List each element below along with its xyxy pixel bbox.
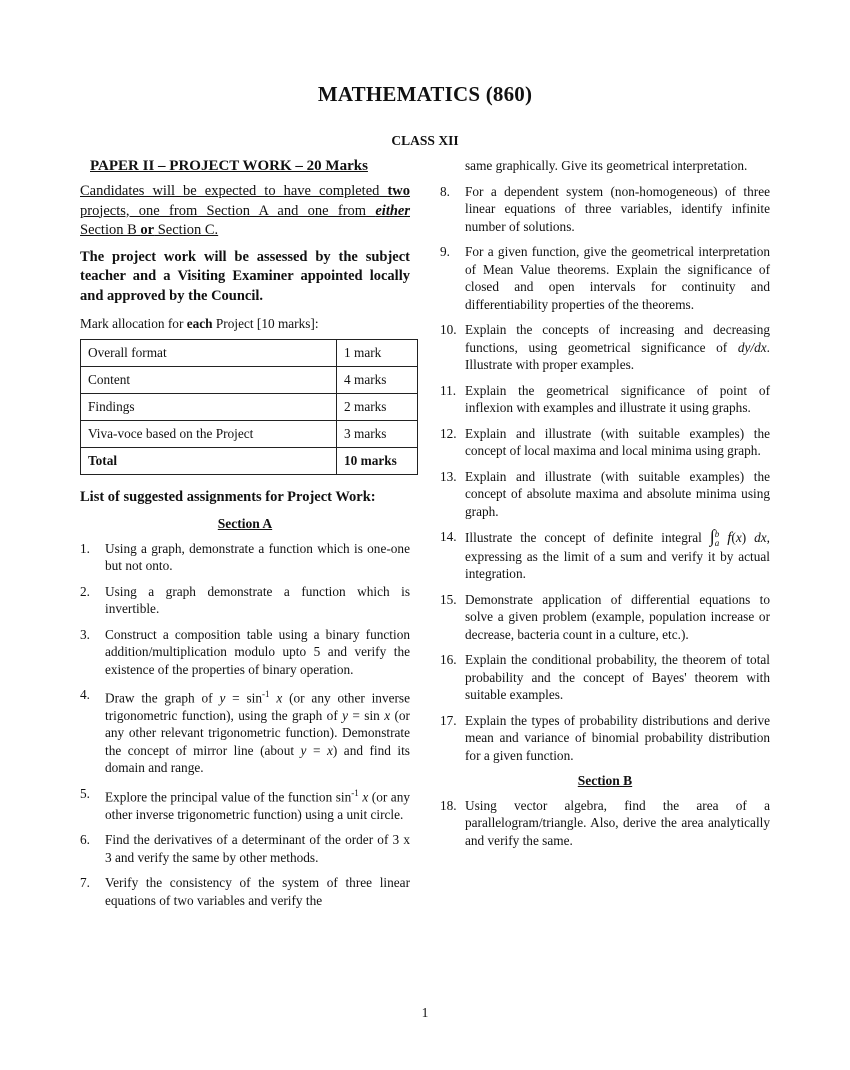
item4-text-f: = [306, 742, 327, 758]
table-row [81, 339, 418, 366]
item5-text-b: (or any other inverse trigonometric function) using a unit circle. [105, 789, 411, 822]
item-number: 14. [440, 529, 457, 544]
item-text: Explain the conditional probability, the theorem of total probability and the concept of Bayes' theorem with suitable examples. [465, 652, 770, 703]
item-text: Find the derivatives of a determinant of the order of 3 x 3 and verify the same by other methods. [105, 832, 410, 865]
candidates-text-1: Candidates will be expected to have completed [80, 183, 388, 199]
item14-text-b: , expressing as the limit of a sum and verify it by actual integration. [465, 530, 770, 582]
table-row-total [81, 447, 418, 474]
table-cell-marks: 2 marks [337, 393, 418, 420]
integral-dx: dx [754, 530, 767, 545]
item-text: Explain and illustrate (with suitable examples) the concept of absolute maxima and absolute minima using graph. [465, 468, 770, 519]
item-text: Using vector algebra, find the area of a parallelogram/triangle. Also, derive the area analytically and verify the same. [465, 797, 770, 848]
marks-table [80, 339, 418, 475]
item-7-continuation: same graphically. Give its geometrical interpretation. [465, 158, 748, 173]
item-number: 5. [80, 785, 90, 801]
list-item [80, 831, 410, 866]
integral-limits [715, 530, 720, 548]
right-column [440, 157, 770, 857]
item-text: Using a graph, demonstrate a function which is one-one but not onto. [105, 540, 410, 573]
item-number: 10. [440, 322, 457, 337]
item4-var-x3: x [326, 742, 333, 758]
integral-function: f [727, 530, 732, 546]
list-item [440, 528, 770, 583]
item4-var-x2: x [384, 707, 391, 723]
table-cell-marks: 4 marks [337, 366, 418, 393]
item-text [105, 686, 410, 777]
list-item [440, 425, 770, 460]
allocation-text-pre: Mark allocation for [80, 316, 187, 331]
list-item [440, 183, 770, 236]
list-item [440, 797, 770, 850]
item-number: 6. [80, 832, 90, 848]
item-text: Explain and illustrate (with suitable examples) the concept of local maxima and local minima using graph. [465, 425, 770, 458]
left-column [80, 157, 410, 917]
item4-text-d: = sin [348, 707, 385, 723]
candidates-text-2: projects, one from Section A and one from [80, 202, 376, 219]
item-number: 3. [80, 626, 90, 642]
table-cell-item: Findings [81, 393, 337, 420]
table-cell-item: Content [81, 366, 337, 393]
item-number: 15. [440, 591, 457, 607]
list-item [440, 712, 770, 765]
item-text: For a dependent system (non-homogeneous) of three linear equations of three variables, identify infinite number of solutions. [465, 183, 770, 234]
list-item [80, 686, 410, 777]
item-text: Construct a composition table using a binary function addition/multiplication modulo upto 5 and verify the existence of the properties of binary operation. [105, 626, 410, 677]
allocation-bold: each [186, 316, 213, 331]
item-text: Verify the consistency of the system of three linear equations of two variables and verify the [105, 875, 410, 908]
item-text: Explain the types of probability distributions and derive mean and variance of binomial probability distribution for a given function. [465, 712, 770, 763]
list-item [80, 583, 410, 618]
item-number: 13. [440, 468, 457, 484]
list-item [80, 540, 410, 575]
page-number: 1 [421, 1005, 429, 1020]
table-row [81, 366, 418, 393]
integral-upper-limit: b [714, 528, 720, 539]
page-title: MATHEMATICS (860) [317, 82, 533, 106]
item14-text-a: Illustrate the concept of definite integral [465, 530, 710, 545]
item-number: 8. [440, 183, 450, 199]
item5-sup: -1 [351, 787, 359, 798]
list-item [80, 785, 410, 823]
integral-expression: ∫ b a f(x) dx [709, 526, 767, 548]
item-number: 4. [80, 687, 90, 702]
assessment-paragraph: The project work will be assessed by the subject teacher and a Visiting Examiner appointed locally and approved by the Council. [80, 248, 410, 304]
item-text: Using a graph demonstrate a function which is invertible. [105, 583, 410, 616]
item-number: 18. [440, 797, 457, 813]
candidates-italic-either: either [375, 202, 410, 219]
table-row [81, 420, 418, 447]
table-cell-marks: 1 mark [337, 339, 418, 366]
class-label: CLASS XII [391, 133, 459, 148]
item4-text-e: (or any other relevant trigonometric function). Demonstrate the concept of mirror line (about [105, 707, 410, 758]
item-number: 12. [440, 425, 457, 441]
item-number: 1. [80, 540, 90, 556]
allocation-text-post: Project [10 marks]: [212, 316, 319, 331]
integral-sign-icon: ∫ [709, 526, 715, 546]
table-cell-item: Viva-voce based on the Project [81, 420, 337, 447]
assignments-heading: List of suggested assignments for Project Work: [80, 488, 376, 505]
list-item [440, 243, 770, 313]
candidates-text-3: Section B [80, 222, 141, 238]
item-text: Demonstrate application of differential equations to solve a given problem (example, population increase or decrease, bacteria count in a culture, etc.). [465, 591, 770, 642]
item10-text-c: . Illustrate with proper examples. [465, 339, 770, 372]
item5-var-x: x [362, 789, 369, 805]
item10-derivative: dy/dx [737, 339, 767, 355]
table-cell-item: Overall format [81, 339, 337, 366]
item-text [465, 321, 770, 374]
item4-sup: -1 [262, 689, 270, 699]
candidates-bold-or: or [140, 222, 155, 238]
item4-text-b: = sin [225, 690, 263, 706]
candidates-paragraph [80, 182, 410, 241]
list-item [440, 321, 770, 374]
item-number: 11. [440, 382, 457, 398]
candidates-text-4: Section C. [154, 222, 219, 238]
item4-var-y2: y [342, 707, 349, 723]
table-cell-total-label: Total [81, 447, 337, 474]
list-item [440, 382, 770, 417]
item4-text-g: ) and find its domain and range. [105, 742, 410, 776]
section-a-heading: Section A [217, 516, 273, 531]
item-number: 2. [80, 583, 90, 599]
item4-var-x: x [276, 690, 283, 706]
item4-text-c: (or any other inverse trigonometric function), using the graph of [105, 690, 410, 723]
list-item [440, 468, 770, 521]
item5-text-a: Explore the principal value of the function sin [105, 789, 352, 805]
item-number: 17. [440, 712, 457, 728]
item-text: For a given function, give the geometrical interpretation of Mean Value theorems. Explain the significance of closed and open intervals for continuity and differentiability properties of the theorems. [465, 244, 770, 312]
table-cell-total-marks: 10 marks [337, 447, 418, 474]
table-cell-marks: 3 marks [337, 420, 418, 447]
integral-lower-limit: a [714, 537, 720, 548]
item10-text-a: Explain the concepts of increasing and decreasing functions, using geometrical significance of [465, 322, 770, 355]
item-number: 9. [440, 244, 450, 259]
item-text [465, 528, 770, 583]
item-number: 16. [440, 652, 457, 668]
list-item [440, 651, 770, 704]
paper-heading: PAPER II – PROJECT WORK – 20 Marks [90, 158, 368, 174]
table-row [81, 393, 418, 420]
candidates-bold-two: two [387, 183, 410, 199]
list-item [440, 591, 770, 644]
list-item [80, 626, 410, 679]
item-text: Explain the geometrical significance of point of inflexion with examples and illustrate it using graphs. [465, 382, 770, 415]
item-number: 7. [80, 875, 90, 891]
integral-var-x: x [735, 530, 742, 545]
item4-var-y: y [219, 690, 226, 706]
item-text [105, 785, 410, 823]
mark-allocation-line [80, 315, 410, 333]
item4-text-a: Draw the graph of [105, 690, 220, 706]
section-b-heading: Section B [577, 773, 633, 789]
item4-var-y3: y [300, 742, 307, 758]
list-item [80, 874, 410, 909]
